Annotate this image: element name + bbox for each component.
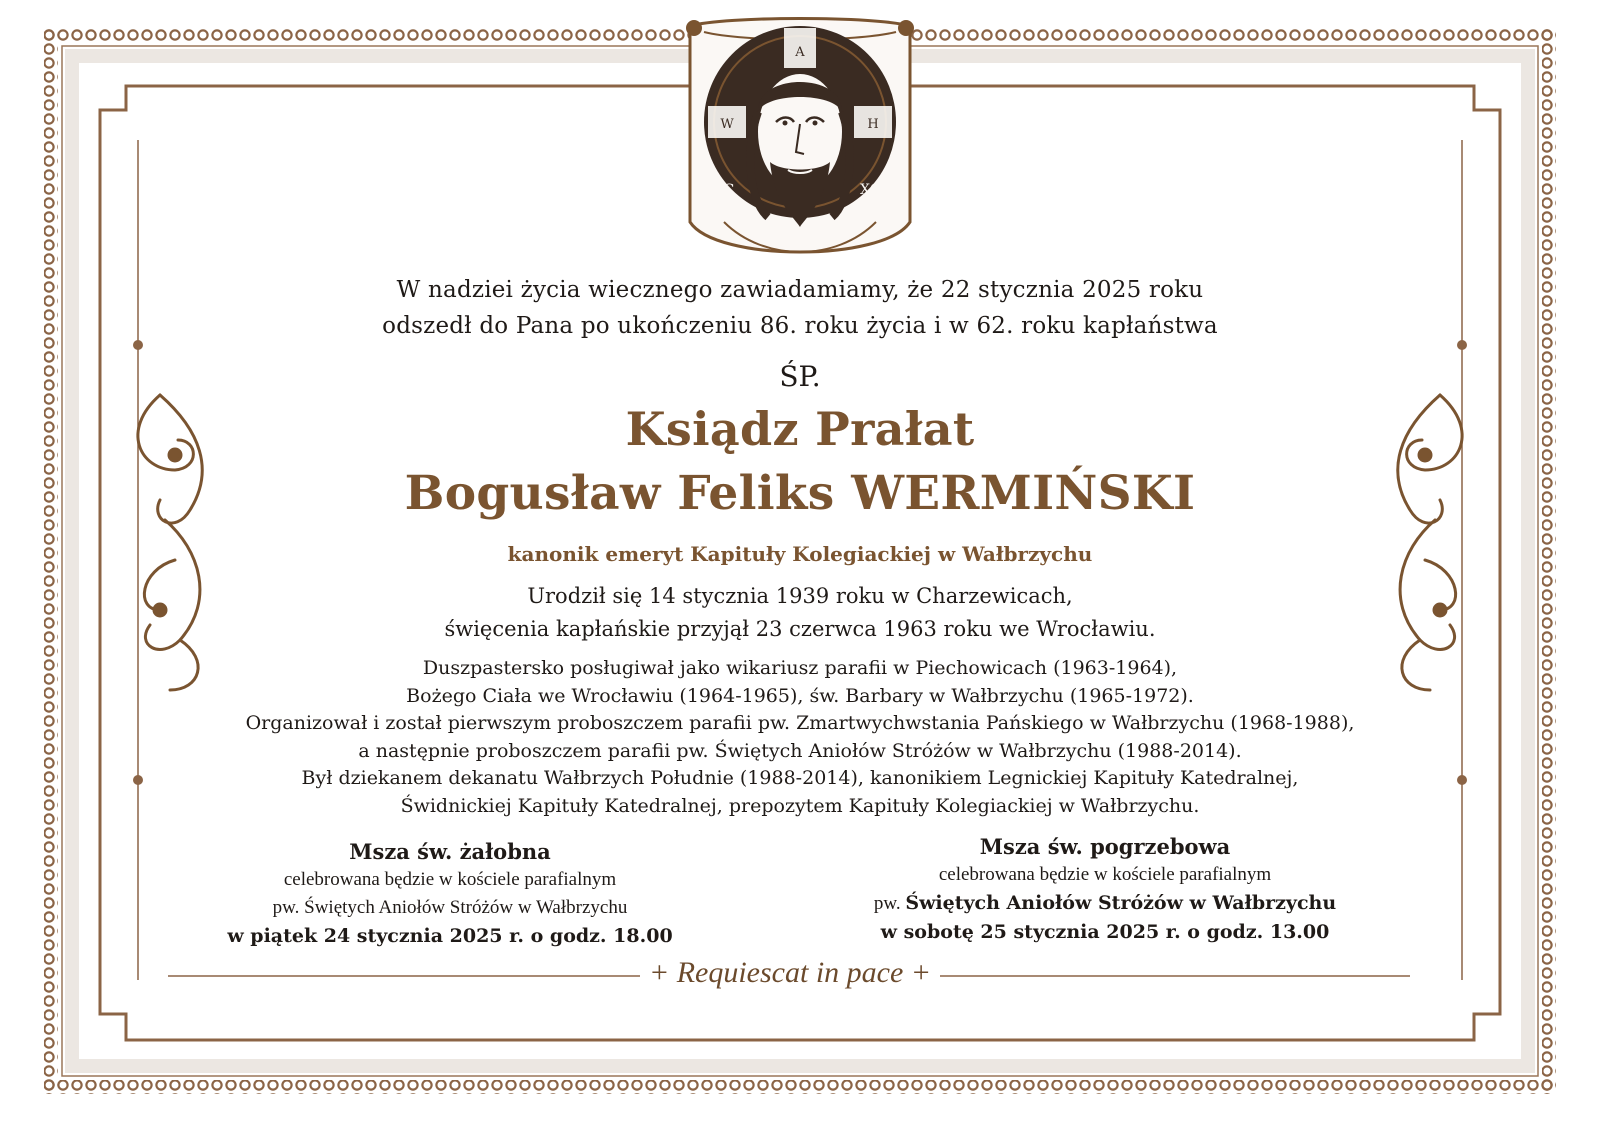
pastoral-line: Bożego Ciała we Wrocławiu (1964-1965), św. Barbary w Wałbrzychu (1965-1972). — [406, 684, 1194, 707]
closing-phrase: + Requiescat in pace + — [648, 956, 932, 989]
mass-burial-datetime: w sobotę 25 stycznia 2025 r. o godz. 13.00 — [880, 921, 1330, 943]
icon-letter-bottom-right: XC — [860, 182, 881, 198]
mass-burial-heading: Msza św. pogrzebowa — [979, 834, 1231, 859]
pastoral-line: a następnie proboszczem parafii pw. Świętych Aniołów Stróżów w Wałbrzychu (1988-2014). — [358, 739, 1242, 762]
mass-burial-line: celebrowana będzie w kościele parafialnym — [938, 864, 1272, 885]
mass-vigil-line: pw. Świętych Aniołów Stróżów w Wałbrzychu — [272, 897, 628, 918]
mass-burial-line — [840, 889, 1370, 918]
mass-vigil-heading: Msza św. żałobna — [349, 839, 551, 864]
birth-line: święcenia kapłańskie przyjął 23 czerwca 1963 roku we Wrocławiu. — [444, 617, 1156, 641]
icon-letter-top: A — [795, 45, 805, 60]
pastoral-line: Był dziekanem dekanatu Wałbrzych Południe (1988-2014), kanonikiem Legnickiej Kapituły Katedralnej, — [301, 767, 1299, 789]
name-line: Bogusław Feliks WERMIŃSKI — [404, 466, 1196, 521]
pastoral-line: Organizował i został pierwszym proboszczem parafii pw. Zmartwychwstania Pańskiego w Wałbrzychu (1968-1988), — [245, 712, 1355, 734]
mass-burial-info — [840, 833, 1370, 946]
pastoral-history — [150, 655, 1450, 820]
icon-letter-bottom-left: IC — [718, 182, 735, 198]
intro-line: W nadziei życia wiecznego zawiadamiamy, że 22 stycznia 2025 roku — [396, 277, 1204, 303]
title-line: Ksiądz Prałat — [625, 402, 975, 456]
pastoral-line: Duszpastersko posługiwał jako wikariusz parafii w Piechowicach (1963-1964), — [422, 657, 1178, 679]
mass-burial-church: Świętych Aniołów Stróżów w Wałbrzychu — [905, 892, 1337, 914]
subtitle: kanonik emeryt Kapituły Kolegiackiej w Wałbrzychu — [507, 542, 1093, 566]
birth-info — [150, 580, 1450, 646]
mass-vigil-datetime: w piątek 24 stycznia 2025 r. o godz. 18.00 — [227, 925, 673, 947]
birth-line: Urodził się 14 stycznia 1939 roku w Charzewicach, — [527, 584, 1073, 608]
prefix-label: ŚP. — [779, 360, 821, 393]
pastoral-line: Świdnickiej Kapituły Katedralnej, prepozytem Kapituły Kolegiackiej w Wałbrzychu. — [400, 794, 1200, 817]
mass-vigil-line: celebrowana będzie w kościele parafialnym — [283, 869, 617, 890]
intro-line: odszedł do Pana po ukończeniu 86. roku życia i w 62. roku kapłaństwa — [382, 313, 1218, 339]
intro-text — [150, 272, 1450, 344]
mass-vigil-info — [190, 838, 710, 950]
icon-letter-right: H — [867, 117, 879, 132]
mass-burial-prefix: pw. — [873, 893, 901, 914]
icon-letter-left: W — [720, 117, 734, 132]
